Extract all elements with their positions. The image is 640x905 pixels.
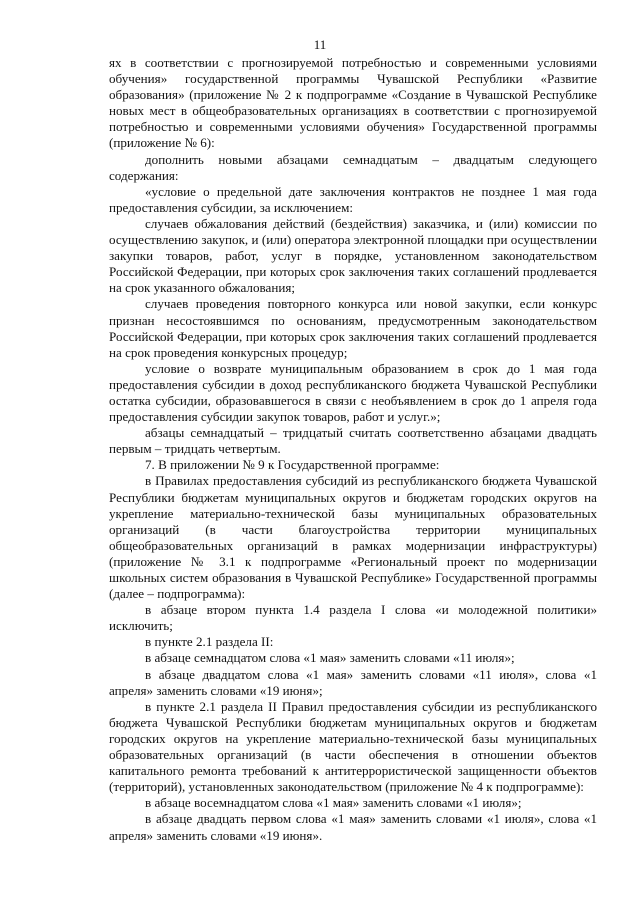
paragraph: дополнить новыми абзацами семнадцатым – двадцатым следующего содержания: (109, 151, 597, 183)
paragraph: ях в соответствии с прогнозируемой потребностью и современными условиями обучения» государственной программы Чувашской Республики «Развитие образования» (приложение № 2 к подпрограмме «Создание в Чувашской Республике новых мест в общеобразовательных организациях в соответствии с прогнозируемой потребностью и современными условиями обучения» Государственной программы (приложение № 6): (109, 55, 597, 151)
paragraph: случаев обжалования действий (бездействия) заказчика, и (или) комиссии по осуществлению закупок, и (или) оператора электронной площадки при осуществлении закупки товаров, работ, услуг в порядке, установленном законодательством Российской Федерации, при которых срок заключения таких соглашений продлевается на срок указанного обжалования; (109, 215, 597, 296)
paragraph: в пункте 2.1 раздела II Правил предоставления субсидии из республиканского бюджета Чувашской Республики бюджетам муниципальных округов и бюджетам городских округов на укрепление материально-технической базы муниципальных образовательных организаций (в части обеспечения в отношении объектов капитального ремонта требований к антитеррористической защищенности объектов (территорий), установленных законодательством (приложение № 4 к подпрограмме): (109, 698, 597, 795)
paragraph: в Правилах предоставления субсидий из республиканского бюджета Чувашской Республики бюджетам муниципальных округов и бюджетам городских округов на укрепление материально-технической базы муниципальных образовательных организаций (в части благоустройства территории муниципальных общеобразовательных организаций в рамках модернизации инфраструктуры) (приложение № 3.1 к подпрограмме «Региональный проект по модернизации школьных систем образования в Чувашской Республике» Государственной программы (далее – подпрограмма): (109, 473, 597, 602)
paragraph: в абзаце восемнадцатом слова «1 мая» заменить словами «1 июля»; (145, 795, 522, 811)
paragraph: случаев проведения повторного конкурса или новой закупки, если конкурс признан несостоявшимся по основаниям, предусмотренным законодательством Российской Федерации, при которых срок заключения таких соглашений продлевается на срок проведения конкурсных процедур; (109, 296, 597, 360)
paragraph: 7. В приложении № 9 к Государственной программе: (145, 457, 440, 473)
paragraph: в абзаце двадцать первом слова «1 мая» заменить словами «1 июля», слова «1 апреля» заменить словами «19 июня». (109, 811, 597, 843)
paragraph: в пункте 2.1 раздела II: (145, 634, 274, 650)
paragraph: в абзаце втором пункта 1.4 раздела I слова «и молодежной политики» исключить; (109, 602, 597, 634)
document-body (109, 55, 597, 844)
paragraph: в абзаце двадцатом слова «1 мая» заменить словами «11 июля», слова «1 апреля» заменить словами «19 июня»; (109, 666, 597, 698)
paragraph: в абзаце семнадцатом слова «1 мая» заменить словами «11 июля»; (145, 650, 515, 666)
page-number: 11 (313, 37, 327, 52)
paragraph: условие о возврате муниципальным образованием в срок до 1 мая года предоставления субсидии в доход республиканского бюджета Чувашской Республики остатка субсидии, образовавшегося в связи с необъявлением в срок до 1 апреля года предоставления субсидии закупок товаров, работ и услуг.»; (109, 360, 597, 425)
paragraph: абзацы семнадцатый – тридцатый считать соответственно абзацами двадцать первым – тридцать четвертым. (109, 425, 597, 457)
paragraph: «условие о предельной дате заключения контрактов не позднее 1 мая года предоставления субсидии, за исключением: (109, 183, 597, 215)
